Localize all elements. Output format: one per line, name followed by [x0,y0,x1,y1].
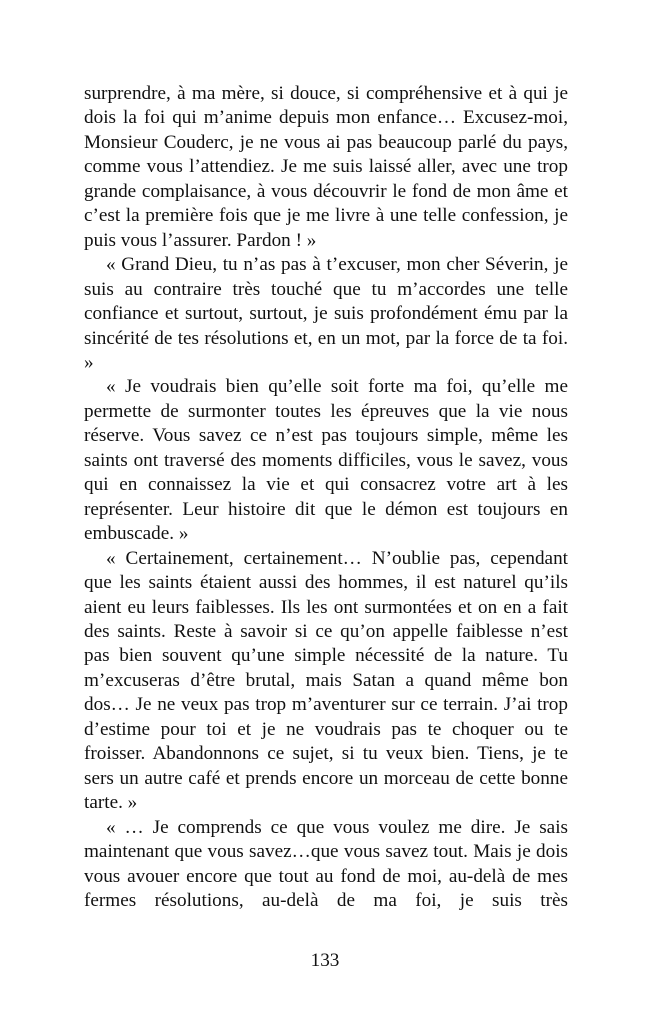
paragraph-1: surprendre, à ma mère, si douce, si compréhensive et à qui je dois la foi qui m’anime depuis mon enfance… Excusez-moi, Monsieur Couderc, je ne vous ai pas beaucoup parlé du pays, comme vous l’attendiez. Je me suis laissé aller, avec une trop grande complaisance, à vous découvrir le fond de mon âme et c’est la première fois que je me livre à une telle confession, je puis vous l’assurer. Pardon ! » [84,83,568,251]
page-number: 133 [310,950,340,971]
paragraph-4: « Certainement, certainement… N’oublie pas, cependant que les saints étaient aussi des hommes, il est naturel qu’ils aient eu leurs faiblesses. Ils les ont surmontées et on en a fait des saints. Reste à savoir si ce qu’on appelle faiblesse n’est pas bien souvent qu’une simple nécessité de la nature. Tu m’excuseras d’être brutal, mais Satan a quand même bon dos… Je ne veux pas trop m’aventurer sur ce terrain. J’ai trop d’estime pour toi et je ne voudrais pas te choquer ou te froisser. Abandonnons ce sujet, si tu veux bien. Tiens, je te sers un autre café et prends encore un morceau de cette bonne tarte. » [84,547,568,814]
paragraph-5: « … Je comprends ce que vous voulez me dire. Je sais maintenant que vous savez…que vous savez tout. Mais je dois vous avouer encore que tout au fond de moi, au-delà de mes fermes résolutions, au-delà de ma foi, je suis très [84,816,568,911]
page-body [84,82,568,913]
paragraph-2: « Grand Dieu, tu n’as pas à t’excuser, mon cher Séverin, je suis au contraire très touché que tu m’accordes une telle confiance et surtout, surtout, je suis profondément ému par la sincérité de tes résolutions et, en un mot, par la force de ta foi. » [84,254,568,373]
paragraph-3: « Je voudrais bien qu’elle soit forte ma foi, qu’elle me permette de surmonter toutes les épreuves que la vie nous réserve. Vous savez ce n’est pas toujours simple, même les saints ont traversé des moments difficiles, vous le savez, vous qui en connaissez la vie et qui consacrez votre art à les représenter. Leur histoire dit que le démon est toujours en embuscade. » [84,376,568,545]
